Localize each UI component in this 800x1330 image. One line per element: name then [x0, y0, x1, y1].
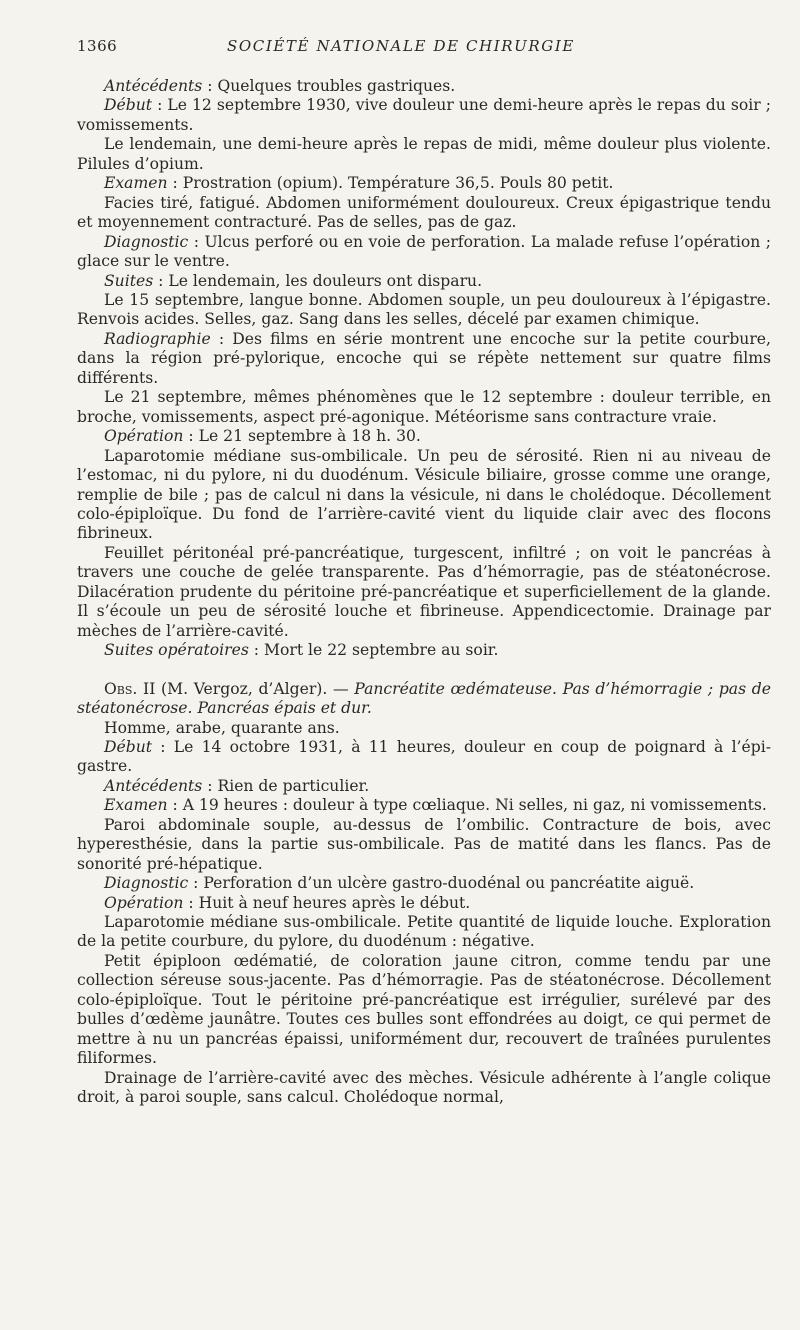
paragraph-text: Facies tiré, fatigué. Abdomen uniformément douloureux. Creux épigastrique tendu et moyennement contracturé. Pas de selles, pas de gaz.: [77, 193, 771, 232]
paragraph: [77, 233, 771, 272]
paragraph-text: : Le 14 octobre 1931, à 11 heures, douleur en coup de poignard à l’épigastre.: [77, 737, 771, 776]
paragraph-text: Laparotomie médiane sus-ombilicale. Petite quantité de liquide louche. Exploration de la petite courbure, du pylore, du duodénum : négative.: [77, 913, 771, 951]
observation-2-title: Pancréatite œdémateuse. Pas d’hémorragie ; pas de stéatonécrose. Pancréas épais et dur.: [77, 679, 771, 718]
paragraph: [77, 330, 771, 388]
paragraph-label: Suites opératoires: [104, 641, 249, 660]
paragraph-label: Diagnostic: [104, 874, 189, 893]
observation-2: [77, 719, 771, 1108]
paragraph: [77, 427, 771, 446]
paragraph-label: Début: [104, 737, 153, 756]
paragraph-text: Le 15 septembre, langue bonne. Abdomen souple, un peu douloureux à l’épigastre. Renvois acides. Selles, gaz. Sang dans les selles, décelé par examen chimique.: [77, 290, 771, 329]
paragraph-label: Examen: [104, 174, 168, 193]
paragraph: [77, 1069, 771, 1108]
paragraph-text: : Mort le 22 septembre au soir.: [248, 641, 499, 660]
paragraph: [77, 952, 771, 1069]
paragraph-text: Laparotomie médiane sus-ombilicale. Un peu de sérosité. Rien ni au niveau de l’estomac, ni du pylore, ni du duodénum. Vésicule biliaire, grosse comme une orange, remplie de bile ; pas de calcul ni dans la vésicule, ni dans le cholédoque. Décollement colo-épiploïque. Du fond de l’arrière-cavité vient du liquide clair avec des flocons fibrineux.: [77, 446, 771, 543]
paragraph-text: Le lendemain, une demi-heure après le repas de midi, même douleur plus violente. Pilules d’opium.: [77, 135, 771, 173]
paragraph-text: : Ulcus perforé ou en voie de perforation. La malade refuse l’opération ; glace sur le ventre.: [77, 232, 771, 271]
paragraph: [77, 174, 771, 193]
paragraph: [77, 194, 771, 233]
paragraph-label: Suites: [104, 271, 154, 290]
paragraph: [77, 894, 771, 913]
paragraph-text: : Le 21 septembre à 18 h. 30.: [183, 427, 421, 446]
observation-2-label: Obs. II: [104, 679, 156, 698]
paragraph-text: : A 19 heures : douleur à type cœliaque. Ni selles, ni gaz, ni vomissements.: [167, 796, 767, 815]
article-body: [77, 77, 771, 1108]
paragraph-label: Opération: [104, 427, 184, 446]
paragraph-text: : Perforation d’un ulcère gastro-duodénal ou pancréatite aiguë.: [188, 874, 695, 893]
paragraph: [77, 816, 771, 874]
paragraph-text: : Rien de particulier.: [202, 776, 370, 795]
paragraph: [77, 135, 771, 174]
observation-1: [77, 77, 771, 661]
paragraph-text: Drainage de l’arrière-cavité avec des mèches. Vésicule adhérente à l’angle colique droit, à paroi souple, sans calcul. Cholédoque normal,: [77, 1068, 771, 1107]
paragraph-text: : Le 12 septembre 1930, vive douleur une demi-heure après le repas du soir ; vomissements.: [77, 96, 771, 134]
paragraph-text: : Prostration (opium). Température 36,5. Pouls 80 petit.: [167, 174, 614, 193]
paragraph-label: Début: [104, 96, 153, 115]
paragraph-text: Paroi abdominale souple, au-dessus de l’ombilic. Contracture de bois, avec hyperesthésie, dans la partie sus-ombilicale. Pas de matité dans les flancs. Pas de sonorité pré-hépatique.: [77, 815, 771, 873]
paragraph-label: Examen: [104, 796, 168, 815]
paragraph-text: Petit épiploon œdématié, de coloration jaune citron, comme tendu par une collection séreuse sous-jacente. Pas d’hémorragie. Pas de stéatonécrose. Décollement colo-épiploïque. Tout le péritoine pré-pancréatique est irrégulier, surélevé par des bulles d’œdème jaunâtre. Toutes ces bulles sont effondrées au doigt, ce qui permet de mettre à nu un pancréas épaissi, uniformément dur, recouvert de traînées purulentes filiformes.: [77, 951, 771, 1068]
paragraph-text: Homme, arabe, quarante ans.: [104, 718, 340, 737]
paragraph: [77, 77, 771, 96]
paragraph-label: Antécédents: [104, 77, 203, 95]
paragraph: [77, 291, 771, 330]
paragraph: [77, 544, 771, 641]
paragraph: [77, 913, 771, 952]
observation-2-author: (M. Vergoz, d’Alger). —: [155, 679, 355, 698]
paragraph: [77, 796, 771, 815]
paragraph: [77, 738, 771, 777]
paragraph-text: : Quelques troubles gastriques.: [202, 77, 456, 95]
paragraph-text: : Le lendemain, les douleurs ont disparu.: [153, 271, 483, 290]
paragraph-label: Diagnostic: [104, 232, 189, 251]
observation-2-heading: [77, 680, 771, 719]
paragraph: [77, 777, 771, 796]
running-title: SOCIÉTÉ NATIONALE DE CHIRURGIE: [227, 37, 575, 55]
paragraph-label: Radiographie: [104, 329, 211, 348]
paragraph-text: Feuillet péritonéal pré-pancréatique, turgescent, infiltré ; on voit le pancréas à travers une couche de gelée transparente. Pas d’hémorragie, pas de stéatonécrose. Dilacération prudente du péritoine pré-pancréatique et superficiellement de la glande. Il s’écoule un peu de sérosité louche et fibrineuse. Appendicectomie. Drainage par mèches de l’arrière-cavité.: [77, 543, 771, 640]
paragraph-label: Antécédents: [104, 776, 203, 795]
paragraph: [77, 641, 771, 660]
paragraph: [77, 447, 771, 544]
paragraph: [77, 272, 771, 291]
paragraph-text: : Huit à neuf heures après le début.: [183, 893, 471, 912]
paragraph: [77, 874, 771, 893]
paragraph-text: Le 21 septembre, mêmes phénomènes que le 12 septembre : douleur terrible, en broche, vomissements, aspect pré-agonique. Météorisme sans contracture vraie.: [77, 388, 771, 426]
paragraph: [77, 388, 771, 427]
page-number: 1366: [77, 37, 118, 55]
paragraph: [77, 96, 771, 135]
paragraph-label: Opération: [104, 893, 184, 912]
paragraph: [77, 719, 771, 738]
paragraph-text: : Des films en série montrent une encoche sur la petite courbure, dans la région pré-pylorique, encoche qui se répète nettement sur quatre films différents.: [77, 329, 771, 387]
page-header: [77, 37, 771, 59]
